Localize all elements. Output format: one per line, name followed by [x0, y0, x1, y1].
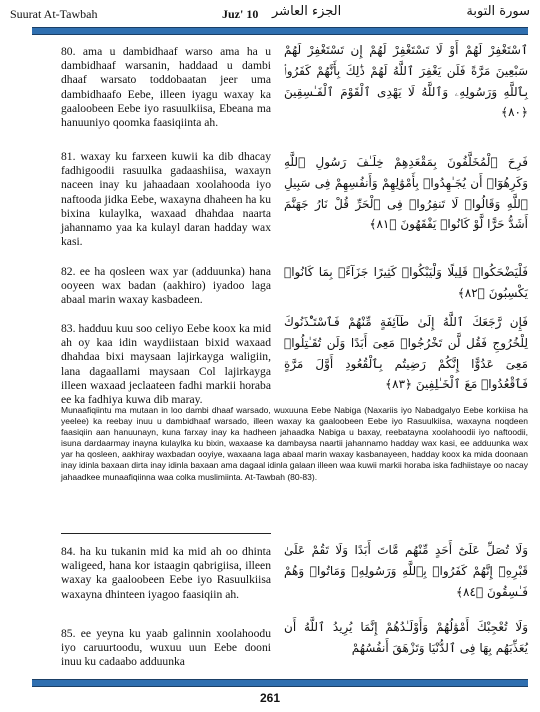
juz-label-arabic: الجزء العاشر: [272, 4, 342, 19]
verse-84-arabic: وَلَا تُصَلِّ عَلَىٰٓ أَحَدٍ مِّنْهُم مَّاتَ أَبَدًا وَلَا تَقُمْ عَلَىٰ قَبْرِهِۦٓ إِنَّهُمْ كَفَرُوا۟ بِٱللَّهِ وَرَسُولِهِۦ وَمَاتُوا۟ وَهُمْ فَـٰسِقُونَ ﴿٨٤﴾: [284, 543, 528, 599]
footer-divider-bar: [32, 679, 528, 687]
juz-label: Juz' 10: [222, 7, 259, 21]
verse-81-arabic: فَرِحَ ٱلْمُخَلَّفُونَ بِمَقْعَدِهِمْ خِلَـٰفَ رَسُولِ ٱللَّهِ وَكَرِهُوٓا۟ أَن يُجَـٰهِدُوا۟ بِأَمْوَٰلِهِمْ وَأَنفُسِهِمْ فِى سَبِيلِ ٱللَّهِ وَقَالُوا۟ لَا تَنفِرُوا۟ فِى ٱلْحَرِّ قُلْ نَارُ جَهَنَّمَ أَشَدُّ حَرًّا لَّوْ كَانُوا۟ يَفْقَهُونَ ﴿٨١﴾: [284, 155, 528, 232]
surah-title-latin: Suurat At-Tawbah: [10, 7, 98, 21]
section-divider: [61, 533, 271, 534]
surah-title-arabic: سورة التوبة: [466, 4, 530, 19]
verse-85-arabic: وَلَا تُعْجِبْكَ أَمْوَٰلُهُمْ وَأَوْلَـٰدُهُمْ إِنَّمَا يُرِيدُ ٱللَّهُ أَن يُعَذِّبَهُم بِهَا فِى ٱلدُّنْيَا وَتَزْهَقَ أَنفُسُهُمْ: [284, 620, 528, 655]
verse-82-translation: 82. ee ha qosleen wax yar (adduunka) hana ooyeen wax badan (aakhiro) iyadoo laga abaal marin waxay kasbadeen.: [61, 265, 271, 307]
verse-80-translation: 80. ama u dambidhaaf warso ama ha u dambidhaaf warsanin, haddaad u dambi dhaaf warsato toddobaatan jeer uma dambidhaafo Eebe, illeen iyagu waxay ka gaaloobeen Eebe iyo rasuulkiisa, Ebeana ma hanuuniyo qoomka faasiqiinta ah.: [61, 45, 271, 130]
verse-85-translation: 85. ee yeyna ku yaab galinnin xoolahoodu iyo caruurtoodu, wuxuu uun Eebe dooni inuu ku cadaabo adduunka: [61, 627, 271, 669]
verse-81-translation: 81. waxay ku farxeen kuwii ka dib dhacay fadhigoodii rasuulka gadaashiisa, waxayn naceen inay ku jahaadaan xoolahooda iyo naftooda jidka Eebe, waxayna dhaheen ha ku bixina kulaylka, waxaad dhahdaa naarta jahannamo yaa ka kulayl daran hadday wax kasi.: [61, 150, 271, 249]
page-number: 261: [259, 691, 281, 705]
verse-84-translation: 84. ha ku tukanin mid ka mid ah oo dhinta waligeed, hana kor istaagin qabrigiisa, illeen waxay ka gaaloobeen Eebe iyo Rasuulkiisa waxayna dhinteen iyagoo faasiqiin ah.: [61, 545, 271, 601]
verse-83-arabic: فَإِن رَّجَعَكَ ٱللَّهُ إِلَىٰ طَآئِفَةٍ مِّنْهُمْ فَٱسْتَـْٔذَنُوكَ لِلْخُرُوجِ فَقُل لَّن تَخْرُجُوا۟ مَعِىَ أَبَدًا وَلَن تُقَـٰتِلُوا۟ مَعِىَ عَدُوًّا إِنَّكُمْ رَضِيتُم بِٱلْقُعُودِ أَوَّلَ مَرَّةٍ فَٱقْعُدُوا۟ مَعَ ٱلْخَـٰلِفِينَ ﴿٨٣﴾: [284, 315, 528, 392]
page-header: [0, 0, 540, 26]
verse-82-arabic: فَلْيَضْحَكُوا۟ قَلِيلًا وَلْيَبْكُوا۟ كَثِيرًا جَزَآءًۢ بِمَا كَانُوا۟ يَكْسِبُونَ ﴿٨٢﴾: [284, 265, 528, 300]
verse-80-arabic: ٱسْتَغْفِرْ لَهُمْ أَوْ لَا تَسْتَغْفِرْ لَهُمْ إِن تَسْتَغْفِرْ لَهُمْ سَبْعِينَ مَرَّةً فَلَن يَغْفِرَ ٱللَّهُ لَهُمْ ذَٰلِكَ بِأَنَّهُمْ كَفَرُوا۟ بِٱللَّهِ وَرَسُولِهِۦ وَٱللَّهُ لَا يَهْدِى ٱلْقَوْمَ ٱلْفَـٰسِقِينَ ﴿٨٠﴾: [284, 43, 528, 120]
verse-83-translation: 83. hadduu kuu soo celiyo Eebe koox ka mid ah oy kaa idin waydiistaan bixid waxaad dhahdaa bixi maysaan lajirkayga waligiin, lana dagaallami maysaan Col lajirkayga illeen waxaad jeclaateen fadhi markii horaba ee ka fadhiya kuwa dib maray.: [61, 322, 271, 407]
header-divider-bar: [32, 27, 528, 35]
commentary-note: Munaafiqiintu ma mutaan in loo dambi dhaaf warsado, wuxuuna Eebe Nabiga (Naxariis iyo Nabadgalyo Eebe korkiisa ha yeelee) ka reebay inuu u dambidhaaf warsado, illeen waxay ka gaaloobeen Eebe iyo Rasuulkiisa, waxayna noqdeen faasiqiin aan hanuunayn, kuna farxay inay ka hadheen jahaadka Nabiga u baxay, reebatayna xoolahoodii iyo naftoodii, isuna dardaarmay inayna kulaylka ku bixin, waxaase ka dambaysa naartii jahannamo hadday wax kasi, ee adduunka wax yar ha qosleen, aakhiray waxbadan ooyiye, waxaana laga abaal marin waxay kasbanayeen, hadday koox ka mida doonaan inay idinla baxaan dirta inay idinla baxaan ama dagaal idinla galaan illeen waa kuwii markii horaba iska fadhiistaye oo nacay jahaadkee munaafiqiinna waa colka muslimiinta. At-Tawbah (80-83).: [61, 405, 528, 482]
